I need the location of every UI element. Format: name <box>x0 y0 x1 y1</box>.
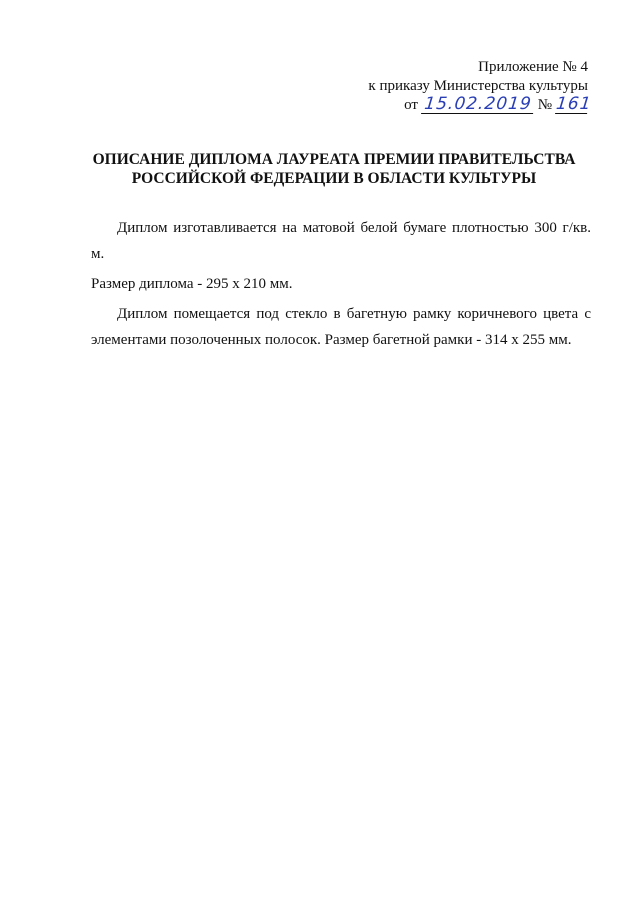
handwritten-number: 161 <box>555 94 593 114</box>
handwritten-date: 15.02.2019 <box>421 96 535 114</box>
title-line-1: ОПИСАНИЕ ДИПЛОМА ЛАУРЕАТА ПРЕМИИ ПРАВИТЕЛЬСТВА <box>92 151 576 168</box>
title-line-2: РОССИЙСКОЙ ФЕДЕРАЦИИ В ОБЛАСТИ КУЛЬТУРЫ <box>131 170 537 187</box>
paragraph-1-line-1: Диплом изготавливается на матовой белой бумаге плотностью 300 г/кв. м. <box>91 220 591 262</box>
document-body <box>91 215 591 357</box>
from-label: от <box>404 97 418 113</box>
annex-order-ref: к приказу Министерства культуры <box>368 78 588 94</box>
annex-number: Приложение № 4 <box>478 59 588 75</box>
paragraph-2: Диплом помещается под стекло в багетную рамку коричневого цвета с элементами позолоченных полосок. Размер багетной рамки - 314 х 255 мм. <box>91 306 591 348</box>
annex-date-number <box>368 94 593 115</box>
paragraph-1-line-2: Размер диплома - 295 х 210 мм. <box>91 276 293 292</box>
document-title <box>60 150 608 188</box>
annex-header <box>368 58 593 115</box>
number-label: № <box>537 97 552 113</box>
